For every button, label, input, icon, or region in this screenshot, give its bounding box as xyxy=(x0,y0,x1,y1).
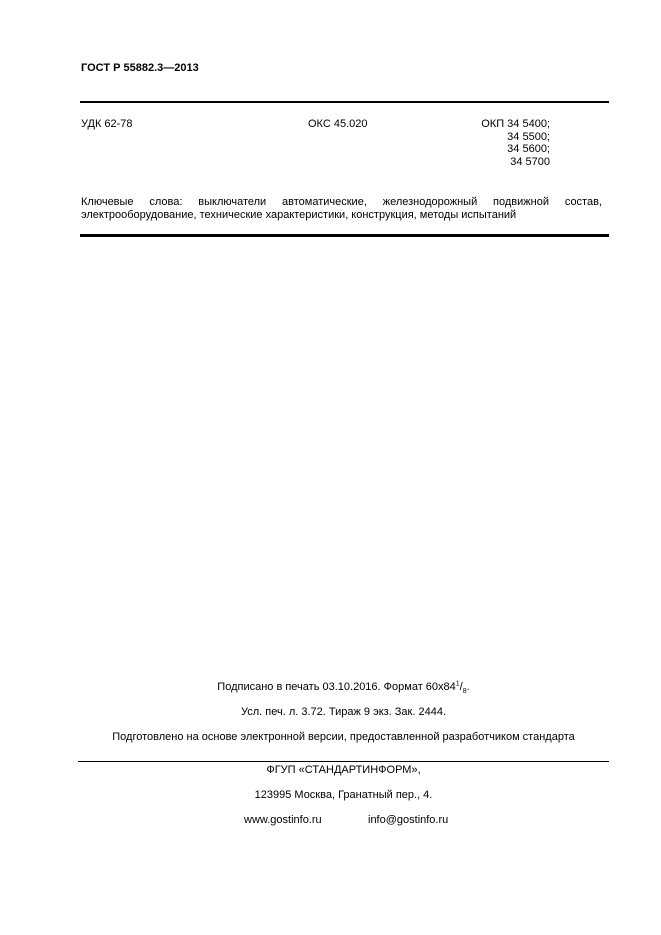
format-end: . xyxy=(466,681,470,693)
publisher-address: 123995 Москва, Гранатный пер., 4. xyxy=(254,789,433,801)
print-info: Усл. печ. л. 3.72. Тираж 9 экз. Зак. 2444. xyxy=(240,706,446,718)
signed-text: Подписано в печать 03.10.2016. Формат 60x84 xyxy=(217,681,456,693)
oks-code: ОКС 45.020 xyxy=(308,118,368,130)
top-rule xyxy=(80,101,609,103)
bottom-rule xyxy=(80,234,609,237)
email-link[interactable]: info@gostinfo.ru xyxy=(368,814,449,826)
okp-code: ОКП 34 5400; xyxy=(481,118,550,130)
publisher-name: ФГУП «СТАНДАРТИНФОРМ», xyxy=(266,764,421,776)
standard-number: ГОСТ Р 55882.3—2013 xyxy=(81,62,199,74)
format-sup: 1 xyxy=(455,680,460,688)
publisher-rule xyxy=(78,761,609,762)
prepared-note: Подготовлено на основе электронной версии, предоставленной разработчиком стандарта xyxy=(112,731,575,743)
okp-code: 34 5500; xyxy=(507,130,550,143)
okp-code: 34 5700 xyxy=(510,155,550,168)
okp-code: 34 5600; xyxy=(507,143,550,156)
udk-code: УДК 62-78 xyxy=(81,118,133,130)
website-link[interactable]: www.gostinfo.ru xyxy=(244,814,322,826)
keywords: Ключевые слова: выключатели автоматические, железнодорожный подвижной состав, электрооборудование, технические характеристики, конструкция, методы испытаний xyxy=(81,196,602,221)
format-slash: / xyxy=(459,681,463,693)
signed-info xyxy=(78,681,609,694)
okp-codes xyxy=(450,118,550,168)
format-sub: 8 xyxy=(462,688,467,696)
